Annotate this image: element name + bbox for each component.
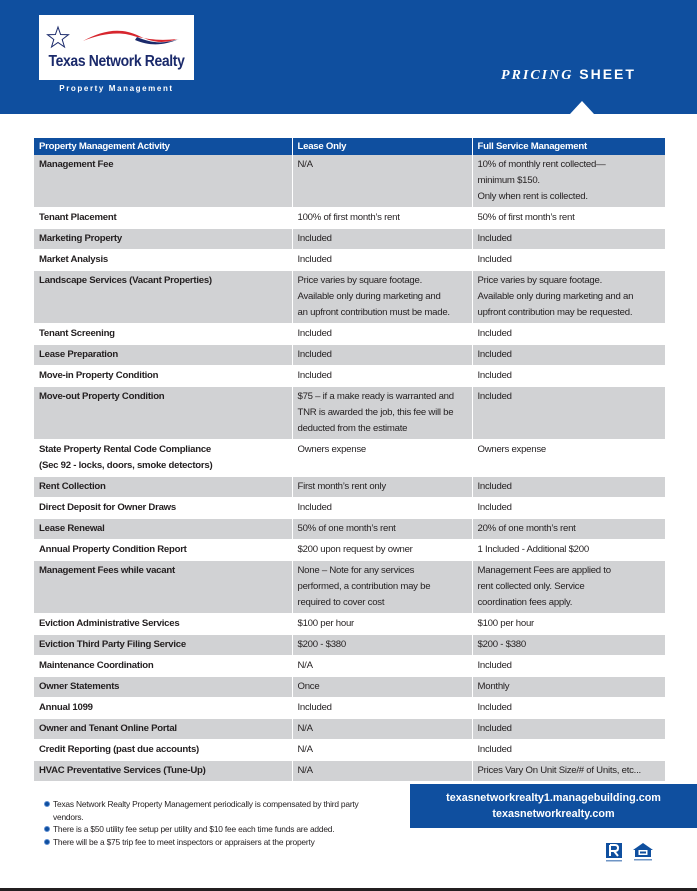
lease-only-cell — [292, 761, 472, 782]
cell-text-line: Owners expense — [477, 444, 546, 455]
cell-text-line: N/A — [297, 723, 313, 734]
activity-label: Annual 1099 — [39, 702, 93, 713]
company-logo — [39, 15, 194, 80]
footnote-text: There will be a $75 trip fee to meet inspectors or appraisers at the property — [53, 836, 315, 847]
activity-cell — [34, 345, 292, 366]
table-row — [34, 561, 665, 614]
full-service-cell — [472, 345, 665, 366]
cell-text-line: 100% of first month’s rent — [297, 212, 400, 223]
cell-text-line: TNR is awarded the job, this fee will be — [297, 407, 454, 418]
cell-text-line: 50% of one month’s rent — [297, 523, 396, 534]
lease-only-cell — [292, 440, 472, 477]
full-service-cell — [472, 498, 665, 519]
cell-text-line: Included — [477, 254, 512, 265]
lease-only-cell — [292, 387, 472, 440]
full-service-cell — [472, 561, 665, 614]
activity-cell — [34, 250, 292, 271]
activity-label-detail: (Sec 92 - locks, doors, smoke detectors) — [39, 460, 213, 471]
logo-text: Texas Network Realty — [48, 53, 185, 70]
cell-text-line: N/A — [297, 159, 313, 170]
lease-only-cell — [292, 477, 472, 498]
full-service-cell — [472, 656, 665, 677]
activity-cell — [34, 719, 292, 740]
cell-text-line: Included — [477, 370, 512, 381]
activity-cell — [34, 477, 292, 498]
lease-only-cell — [292, 250, 472, 271]
lease-only-cell — [292, 498, 472, 519]
activity-label: Lease Preparation — [39, 349, 118, 360]
lease-only-cell — [292, 719, 472, 740]
activity-label: HVAC Preventative Services (Tune-Up) — [39, 765, 206, 776]
website-links-box — [410, 784, 697, 828]
table-row — [34, 345, 665, 366]
lease-only-cell — [292, 271, 472, 324]
activity-label: Market Analysis — [39, 254, 108, 265]
banner-notch — [570, 101, 594, 114]
table-row — [34, 440, 665, 477]
full-service-cell — [472, 519, 665, 540]
equal-housing-icon — [632, 842, 654, 863]
link-portal[interactable]: texasnetworkrealty1.managebuilding.com — [446, 792, 661, 804]
activity-cell — [34, 540, 292, 561]
cell-text-line: N/A — [297, 765, 313, 776]
realtor-logo-icon — [605, 843, 623, 863]
cell-text-line: First month’s rent only — [297, 481, 386, 492]
logo-subtitle: Property Management — [59, 84, 174, 93]
table-row — [34, 324, 665, 345]
table-row — [34, 698, 665, 719]
table-row — [34, 540, 665, 561]
activity-label: Tenant Screening — [39, 328, 115, 339]
activity-label: Lease Renewal — [39, 523, 105, 534]
cell-text-line: Included — [477, 744, 512, 755]
lease-only-cell — [292, 324, 472, 345]
table-row — [34, 677, 665, 698]
activity-cell — [34, 519, 292, 540]
cell-text-line: Only when rent is collected. — [477, 191, 588, 202]
cell-text-line: Included — [297, 233, 332, 244]
page-title-bold: SHEET — [579, 66, 636, 82]
full-service-cell — [472, 208, 665, 229]
table-row — [34, 719, 665, 740]
lease-only-cell — [292, 614, 472, 635]
footnote-text: Texas Network Realty Property Management periodically is compensated by third party vendors. — [53, 799, 359, 822]
cell-text-line: Included — [477, 702, 512, 713]
activity-cell — [34, 677, 292, 698]
lease-only-cell — [292, 698, 472, 719]
cell-text-line: Included — [297, 502, 332, 513]
cell-text-line: Included — [477, 349, 512, 360]
cell-text-line: N/A — [297, 660, 313, 671]
cell-text-line: Prices Vary On Unit Size/# of Units, etc... — [477, 765, 641, 776]
activity-label: Move-out Property Condition — [39, 391, 165, 402]
table-row — [34, 635, 665, 656]
activity-label: Credit Reporting (past due accounts) — [39, 744, 199, 755]
bullet-icon — [44, 801, 50, 807]
activity-cell — [34, 761, 292, 782]
activity-cell — [34, 740, 292, 761]
cell-text-line: N/A — [297, 744, 313, 755]
footnote — [44, 836, 384, 849]
activity-label: Marketing Property — [39, 233, 122, 244]
cell-text-line: Owners expense — [297, 444, 366, 455]
activity-label: Annual Property Condition Report — [39, 544, 187, 555]
cell-text-line: Monthly — [477, 681, 510, 692]
lease-only-cell — [292, 656, 472, 677]
activity-cell — [34, 324, 292, 345]
full-service-cell — [472, 761, 665, 782]
cell-text-line: Price varies by square footage. — [297, 275, 423, 286]
cell-text-line: $75 – if a make ready is warranted and — [297, 391, 454, 402]
table-row — [34, 366, 665, 387]
cell-text-line: minimum $150. — [477, 175, 540, 186]
table-row — [34, 387, 665, 440]
cell-text-line: 20% of one month’s rent — [477, 523, 576, 534]
table-row — [34, 155, 665, 208]
table-row — [34, 271, 665, 324]
cell-text-line: an upfront contribution must be made. — [297, 307, 450, 318]
activity-cell — [34, 440, 292, 477]
activity-cell — [34, 498, 292, 519]
table-row — [34, 477, 665, 498]
cell-text-line: Included — [297, 254, 332, 265]
activity-label: Eviction Third Party Filing Service — [39, 639, 186, 650]
activity-cell — [34, 698, 292, 719]
activity-cell — [34, 208, 292, 229]
activity-cell — [34, 387, 292, 440]
full-service-cell — [472, 440, 665, 477]
cell-text-line: Included — [477, 723, 512, 734]
activity-label: Rent Collection — [39, 481, 106, 492]
column-header-lease-only: Lease Only — [292, 138, 472, 155]
cell-text-line: $200 - $380 — [297, 639, 346, 650]
activity-label: Landscape Services (Vacant Properties) — [39, 275, 212, 286]
lease-only-cell — [292, 155, 472, 208]
cell-text-line: Included — [297, 328, 332, 339]
cell-text-line: rent collected only. Service — [477, 581, 585, 592]
column-header-full-service: Full Service Management — [472, 138, 665, 155]
full-service-cell — [472, 614, 665, 635]
activity-label: Tenant Placement — [39, 212, 117, 223]
activity-cell — [34, 271, 292, 324]
bullet-icon — [44, 826, 50, 832]
table-row — [34, 498, 665, 519]
bullet-icon — [44, 839, 50, 845]
table-row — [34, 229, 665, 250]
cell-text-line: Once — [297, 681, 320, 692]
table-row — [34, 740, 665, 761]
full-service-cell — [472, 540, 665, 561]
cell-text-line: Included — [477, 481, 512, 492]
table-row — [34, 656, 665, 677]
lease-only-cell — [292, 366, 472, 387]
cell-text-line: Included — [297, 702, 332, 713]
cell-text-line: Included — [477, 391, 512, 402]
cell-text-line: $100 per hour — [477, 618, 534, 629]
cell-text-line: Management Fees are applied to — [477, 565, 611, 576]
pricing-table-body — [34, 155, 665, 782]
activity-label: Maintenance Coordination — [39, 660, 154, 671]
activity-label: Owner and Tenant Online Portal — [39, 723, 177, 734]
full-service-cell — [472, 387, 665, 440]
full-service-cell — [472, 698, 665, 719]
cell-text-line: upfront contribution may be requested. — [477, 307, 633, 318]
lease-only-cell — [292, 519, 472, 540]
cell-text-line: deducted from the estimate — [297, 423, 408, 434]
table-row — [34, 614, 665, 635]
full-service-cell — [472, 155, 665, 208]
footnotes — [44, 798, 384, 848]
star-swoosh-icon — [39, 15, 194, 55]
cell-text-line: $200 - $380 — [477, 639, 526, 650]
cell-text-line: 1 Included - Additional $200 — [477, 544, 589, 555]
full-service-cell — [472, 677, 665, 698]
pricing-table — [34, 138, 665, 782]
cell-text-line: required to cover cost — [297, 597, 385, 608]
activity-label: Management Fees while vacant — [39, 565, 175, 576]
table-row — [34, 761, 665, 782]
cell-text-line: coordination fees apply. — [477, 597, 573, 608]
activity-cell — [34, 614, 292, 635]
table-row — [34, 250, 665, 271]
table-row — [34, 519, 665, 540]
cell-text-line: Available only during marketing and — [297, 291, 441, 302]
cell-text-line: $100 per hour — [297, 618, 354, 629]
page-title — [501, 66, 636, 84]
page-title-italic: PRICING — [501, 68, 574, 83]
cell-text-line: Included — [297, 370, 332, 381]
full-service-cell — [472, 324, 665, 345]
cell-text-line: $200 upon request by owner — [297, 544, 413, 555]
activity-label: Eviction Administrative Services — [39, 618, 180, 629]
activity-cell — [34, 229, 292, 250]
cell-text-line: performed, a contribution may be — [297, 581, 431, 592]
cell-text-line: None – Note for any services — [297, 565, 415, 576]
lease-only-cell — [292, 345, 472, 366]
activity-label: Move-in Property Condition — [39, 370, 159, 381]
full-service-cell — [472, 250, 665, 271]
lease-only-cell — [292, 677, 472, 698]
full-service-cell — [472, 229, 665, 250]
activity-cell — [34, 155, 292, 208]
cell-text-line: Included — [297, 349, 332, 360]
footnote-text: There is a $50 utility fee setup per utility and $10 fee each time funds are added. — [53, 824, 335, 834]
cell-text-line: Price varies by square footage. — [477, 275, 603, 286]
full-service-cell — [472, 477, 665, 498]
cell-text-line: Included — [477, 502, 512, 513]
activity-label: Direct Deposit for Owner Draws — [39, 502, 176, 513]
activity-label: Owner Statements — [39, 681, 120, 692]
cell-text-line: 10% of monthly rent collected— — [477, 159, 606, 170]
column-header-activity: Property Management Activity — [34, 138, 292, 155]
cell-text-line: Available only during marketing and an — [477, 291, 634, 302]
activity-cell — [34, 635, 292, 656]
full-service-cell — [472, 740, 665, 761]
cell-text-line: Included — [477, 660, 512, 671]
full-service-cell — [472, 719, 665, 740]
footnote — [44, 823, 384, 836]
cell-text-line: 50% of first month’s rent — [477, 212, 575, 223]
full-service-cell — [472, 635, 665, 656]
lease-only-cell — [292, 635, 472, 656]
header-banner — [0, 0, 697, 114]
lease-only-cell — [292, 229, 472, 250]
footnote — [44, 798, 384, 823]
cell-text-line: Included — [477, 328, 512, 339]
table-header-row — [34, 138, 665, 155]
full-service-cell — [472, 366, 665, 387]
link-website[interactable]: texasnetworkrealty.com — [492, 808, 615, 820]
activity-cell — [34, 561, 292, 614]
lease-only-cell — [292, 540, 472, 561]
table-row — [34, 208, 665, 229]
activity-label: Management Fee — [39, 159, 114, 170]
lease-only-cell — [292, 561, 472, 614]
activity-cell — [34, 366, 292, 387]
cell-text-line: Included — [477, 233, 512, 244]
lease-only-cell — [292, 740, 472, 761]
full-service-cell — [472, 271, 665, 324]
activity-cell — [34, 656, 292, 677]
lease-only-cell — [292, 208, 472, 229]
activity-label: State Property Rental Code Compliance — [39, 444, 212, 455]
